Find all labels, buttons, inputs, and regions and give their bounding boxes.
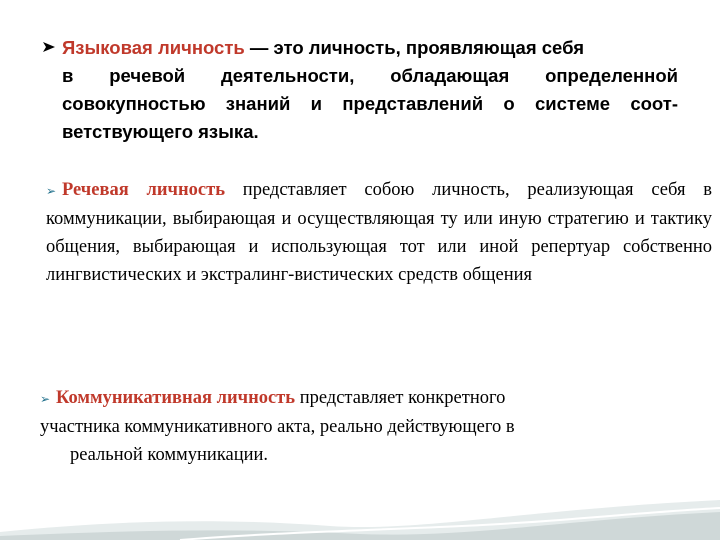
term-communicative-personality: Коммуникативная личность: [56, 388, 296, 408]
small-arrow-bullet-icon: ➢: [46, 184, 57, 198]
communicative-line3: реальной коммуникации.: [70, 445, 269, 465]
small-arrow-bullet-icon: ➢: [40, 392, 51, 406]
paragraph-language-personality: [42, 34, 678, 146]
term-language-personality: Языковая личность: [62, 37, 245, 58]
communicative-line2: участника коммуникативного акта, реально действующего в: [40, 417, 515, 437]
speech-definition: представляет собою личность, реализующая себя в коммуникации, выбирающая и осуществляющая ту или иную стратегию и тактику общения, выбирающая и использующая тот или иной репертуар собственно лингвистических и экстралинг-вистических средств общения: [46, 180, 712, 285]
paragraph-speech-personality: [46, 176, 712, 289]
communicative-line1: [40, 384, 680, 413]
definition-continuation: в речевой деятельности, обладающая определенной совокупностью знаний и представлений о системе соот-ветствующего языка.: [62, 65, 678, 142]
definition-line1: — это личность, проявляющая себя: [244, 37, 585, 58]
term-speech-personality: Речевая личность: [62, 180, 225, 200]
arrow-bullet-icon: [42, 34, 62, 62]
decorative-wave-footer: [0, 480, 720, 540]
paragraph-communicative-personality: [40, 384, 680, 469]
communicative-definition-start: представляет конкретного: [295, 388, 506, 408]
